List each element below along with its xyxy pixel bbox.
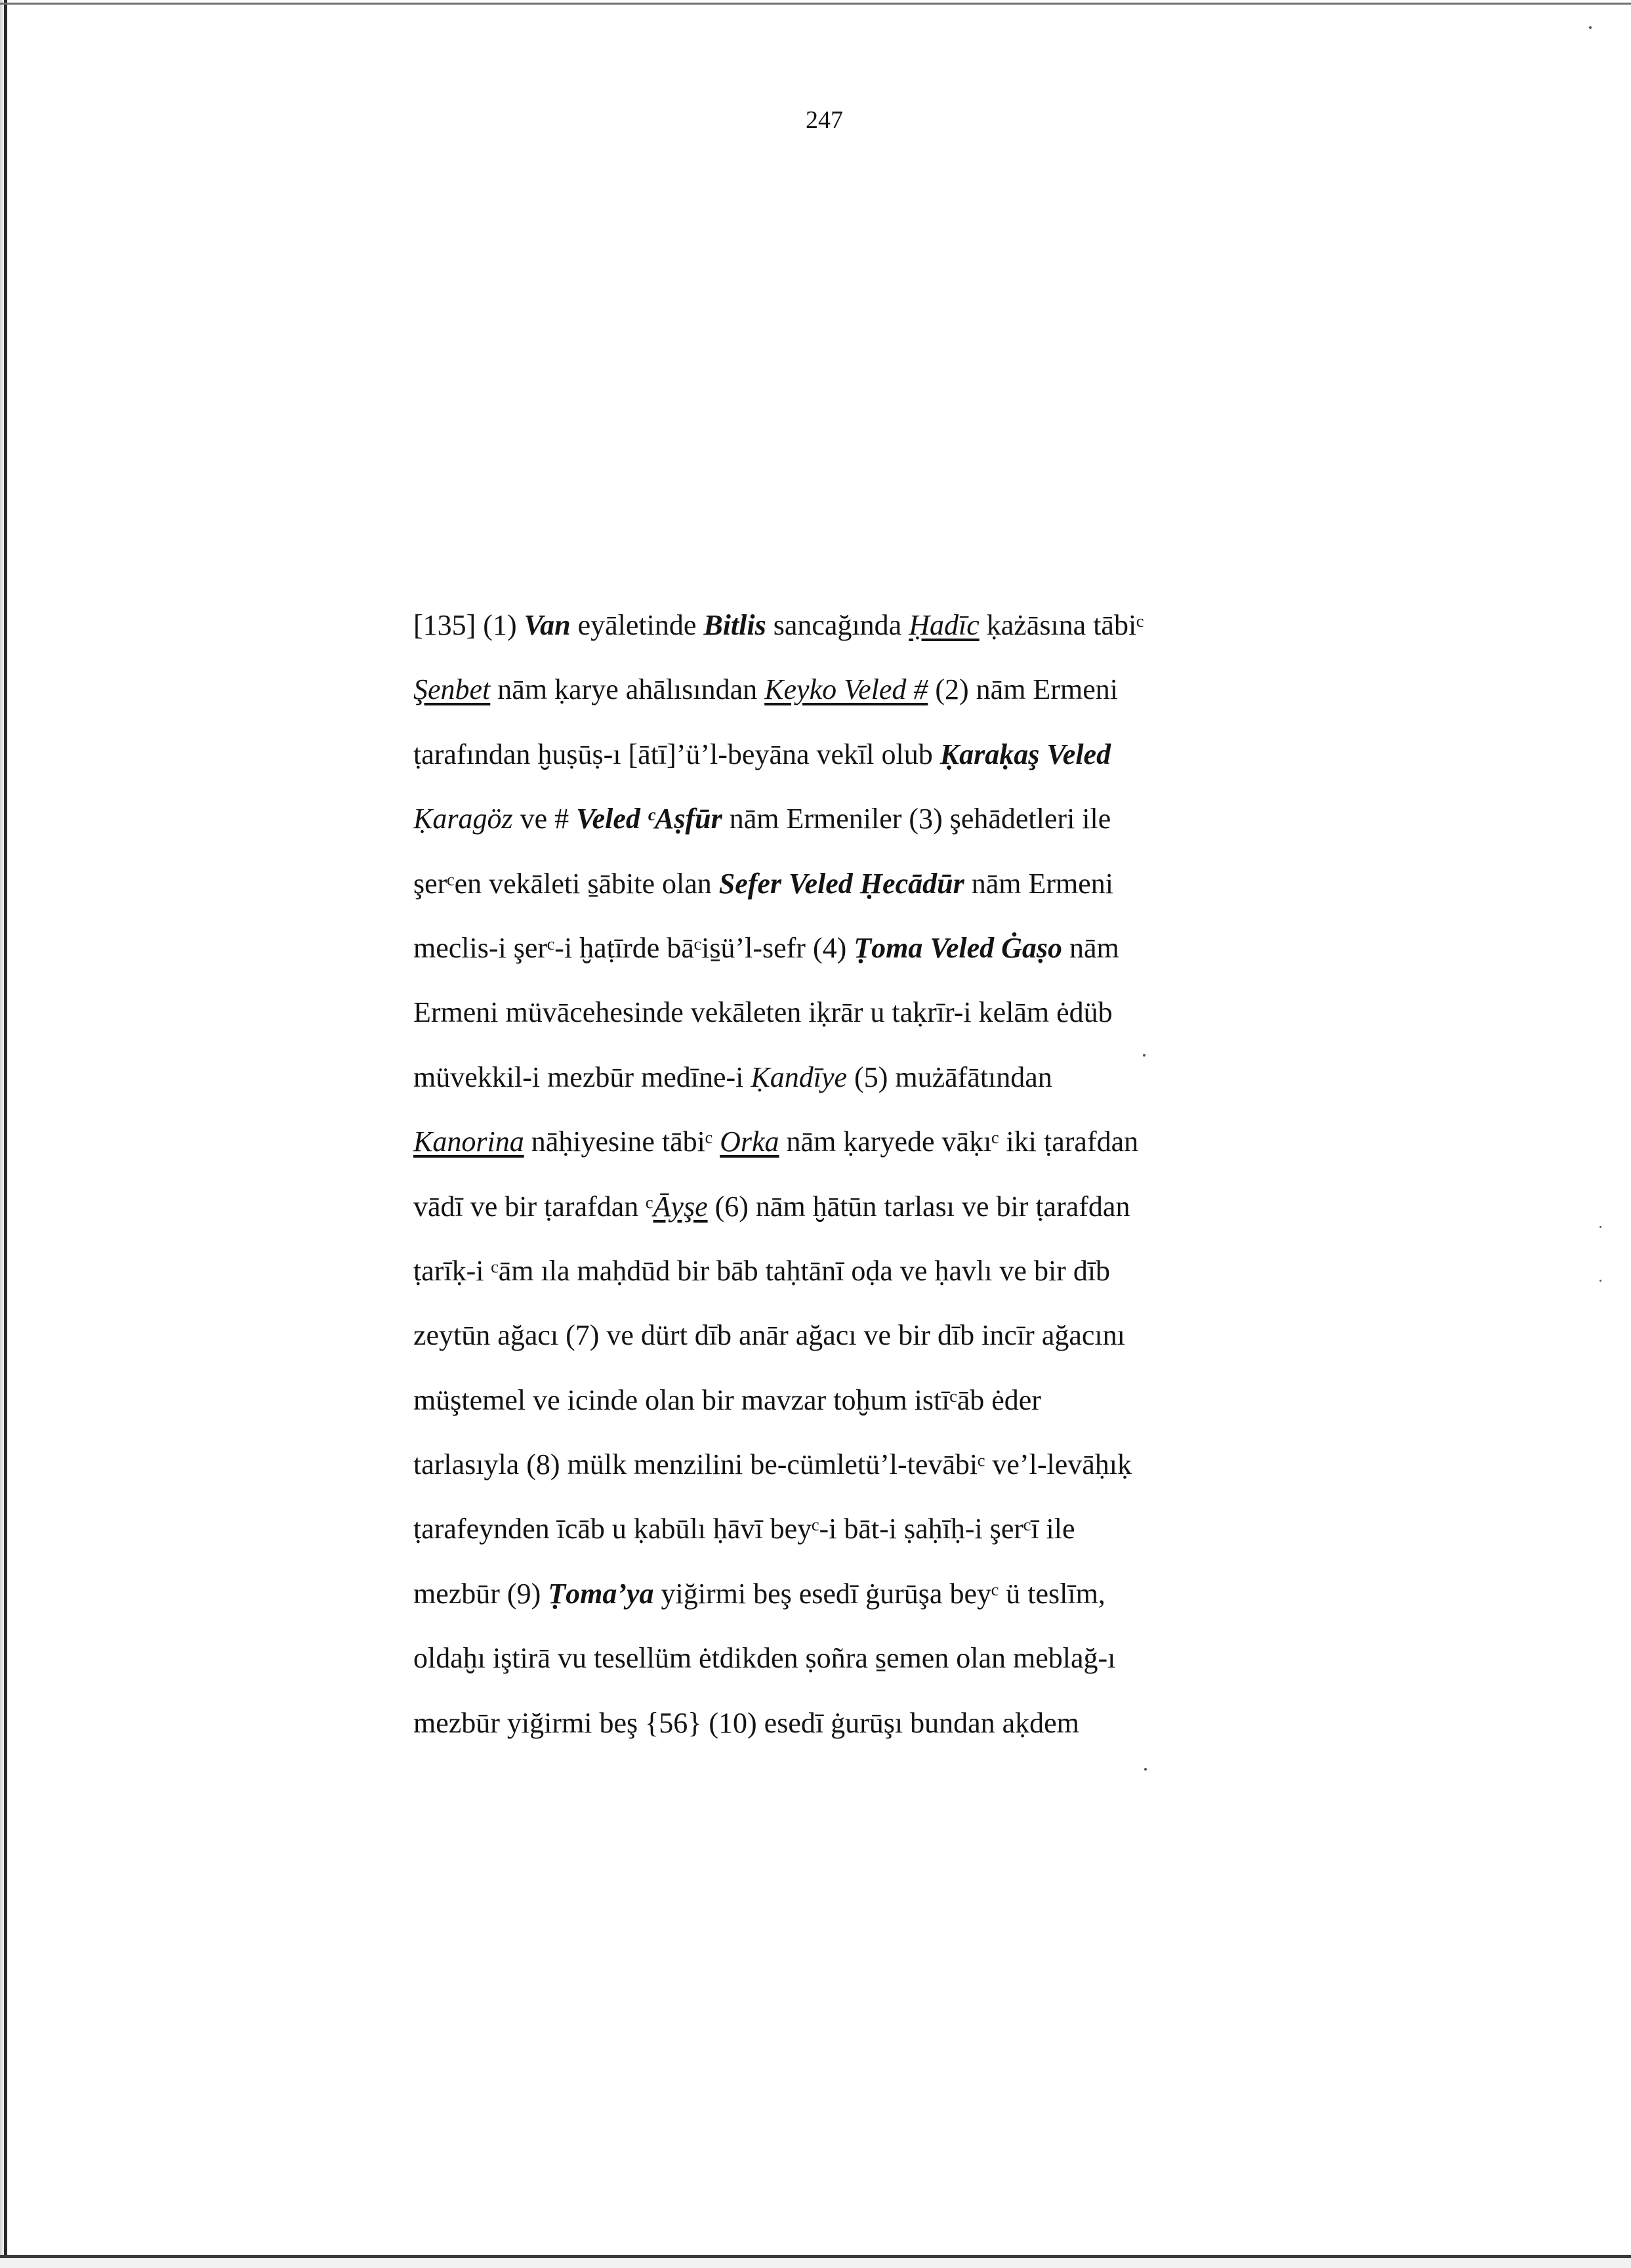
text-segment: müvekkil-i mezbūr medīne-i (413, 1060, 751, 1093)
scan-bottom-shadow (0, 2258, 1631, 2268)
text-segment: ṭarafeynden īcāb u ḳabūlı ḥāvī beyᶜ-i bāt-i ṣaḥīḥ-i şerᶜī ile (413, 1513, 1075, 1545)
text-line (413, 852, 1319, 916)
scan-top-edge (0, 3, 1631, 5)
proper-name: Ḳaragöz (413, 803, 513, 835)
proper-name: Orka (720, 1125, 779, 1158)
text-segment: nām Ermeniler (3) şehādetleri ile (722, 803, 1111, 835)
proper-name: Ṭoma Veled Ġaṣo (854, 931, 1063, 964)
text-line (413, 1691, 1319, 1755)
text-segment: nām ḳaryede vāḳıᶜ iki ṭarafdan (779, 1125, 1139, 1158)
proper-name: Van (524, 609, 571, 641)
text-line (413, 1239, 1319, 1303)
text-segment: (2) nām Ermeni (928, 673, 1118, 706)
text-segment: meclis-i şerᶜ-i ḫaṭīrde bāᶜis̱ü’l-sefr (4) (413, 931, 854, 964)
text-segment: ṭarafından ḫuṣūṣ-ı [ātī]’ü’l-beyāna vekīl olub (413, 738, 940, 770)
text-line (413, 787, 1319, 851)
text-segment: nām Ermeni (964, 867, 1113, 900)
text-segment: şerᶜen vekāleti s̱ābite olan (413, 867, 719, 900)
text-segment: eyāletinde (570, 609, 704, 641)
text-segment: nāḥiyesine tābiᶜ (524, 1125, 720, 1158)
text-segment: mezbūr yiğirmi beş {56} (10) esedī ġurūşı bundan aḳdem (413, 1706, 1079, 1739)
scan-speck (1144, 1768, 1147, 1771)
text-line (413, 1175, 1319, 1239)
text-segment: müştemel ve icinde olan bir mavzar toḫum istīᶜāb ėder (413, 1383, 1041, 1416)
text-line (413, 1303, 1319, 1368)
scan-speck (1589, 26, 1592, 29)
proper-name: Kanorina (413, 1125, 524, 1158)
text-segment: tarlasıyla (8) mülk menzilini be-cümletü’l-tevābiᶜ ve’l-levāḥıḳ (413, 1448, 1132, 1481)
proper-name: Keyko Veled # (764, 673, 928, 706)
text-line (413, 1497, 1319, 1561)
text-segment: (5) mużāfātından (847, 1060, 1052, 1093)
text-segment: yiğirmi beş esedī ġurūşa beyᶜ ü teslīm, (653, 1577, 1105, 1610)
text-segment: nām ḳarye ahālısından (490, 673, 765, 706)
text-segment: ve # (512, 803, 577, 835)
text-segment: ḳażāsına tābiᶜ (979, 609, 1144, 641)
text-segment: Ermeni müvācehesinde vekāleten iḳrār u taḳrīr-i kelām ėdüb (413, 996, 1113, 1029)
text-segment: sancağında (766, 609, 909, 641)
proper-name: Ḳaraḳaş Veled (939, 738, 1111, 770)
proper-name: Şenbet (413, 673, 491, 706)
scan-left-edge (4, 0, 7, 2268)
text-segment: ṭarīḳ-i ᶜām ıla maḥdūd bir bāb taḥtānī oḍa ve ḥavlı ve bir dīb (413, 1254, 1111, 1287)
text-line (413, 593, 1319, 658)
proper-name: Bitlis (703, 609, 766, 641)
proper-name: Sefer Veled Ḥecādūr (718, 867, 964, 900)
text-line (413, 658, 1319, 722)
text-line (413, 1562, 1319, 1626)
text-line (413, 723, 1319, 787)
proper-name: Veled ᶜAṣfūr (576, 803, 722, 835)
text-line (413, 1368, 1319, 1433)
text-line (413, 1110, 1319, 1174)
text-line (413, 1626, 1319, 1690)
scan-speck (1600, 1280, 1601, 1282)
proper-name: Ḳandīye (751, 1060, 848, 1093)
proper-name: Ḥadīc (909, 609, 980, 641)
scan-speck (1600, 1226, 1601, 1228)
text-segment: vādī ve bir ṭarafdan ᶜ (413, 1190, 653, 1223)
page-number: 247 (806, 106, 843, 134)
text-line (413, 916, 1319, 980)
text-segment: nām (1062, 931, 1119, 964)
text-segment: zeytūn ağacı (7) ve dürt dīb anār ağacı ve bir dīb incīr ağacını (413, 1319, 1125, 1352)
text-segment: oldaḫı iştirā vu tesellüm ėtdikden ṣoñra s̱emen olan meblağ-ı (413, 1642, 1116, 1675)
text-line (413, 1045, 1319, 1110)
text-segment: (6) nām ḫātūn tarlası ve bir ṭarafdan (707, 1190, 1130, 1223)
text-segment: [135] (1) (413, 609, 524, 641)
text-segment: mezbūr (9) (413, 1577, 548, 1610)
proper-name: Āyşe (653, 1190, 708, 1223)
proper-name: Ṭoma’ya (548, 1577, 654, 1610)
document-body (413, 593, 1319, 1755)
text-line (413, 1433, 1319, 1497)
text-line (413, 980, 1319, 1045)
